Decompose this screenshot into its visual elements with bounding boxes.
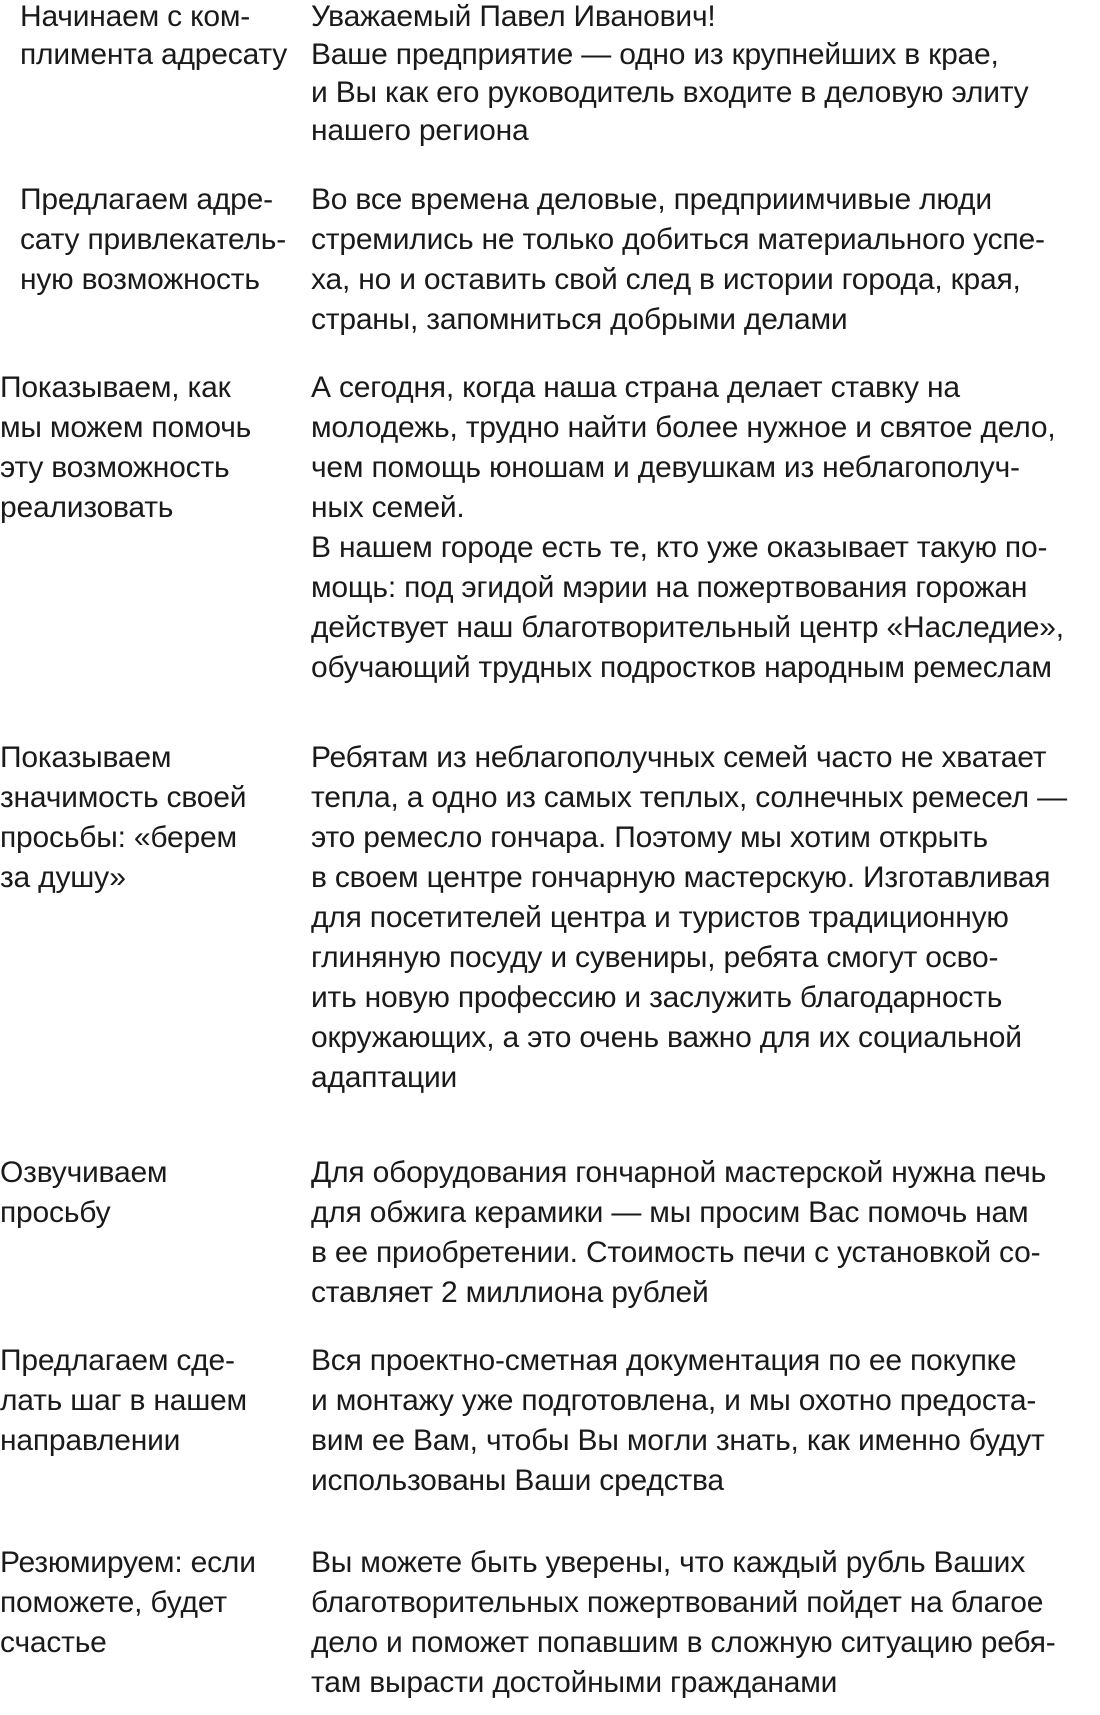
letter-line: в своем центре гончарную мастерскую. Изготавливая xyxy=(311,861,1051,894)
letter-line: это ремесло гончара. Поэтому мы хотим открыть xyxy=(311,821,988,854)
letter-line: вим ее Вам, чтобы Вы могли знать, как именно будут xyxy=(311,1424,1045,1457)
step-line: направлении xyxy=(0,1424,181,1457)
step-line: мы можем помочь xyxy=(0,411,252,444)
letter-line: в ее приобретении. Стоимость печи с установкой со- xyxy=(311,1236,1041,1269)
letter-line: использованы Ваши средства xyxy=(311,1464,724,1497)
step-line: Показываем xyxy=(0,741,172,774)
letter-line: Для оборудования гончарной мастерской нужна печь xyxy=(311,1156,1047,1189)
letter-line: нашего региона xyxy=(311,114,529,147)
step-line: лать шаг в нашем xyxy=(0,1384,247,1417)
letter-line: дело и поможет попавшим в сложную ситуацию ребя- xyxy=(311,1626,1056,1659)
step-line: значимость своей xyxy=(0,781,247,814)
step-line: сату привлекатель- xyxy=(20,223,286,256)
letter-line: мощь: под эгидой мэрии на пожертвования горожан xyxy=(311,571,1028,604)
step-line: Начинаем с ком- xyxy=(20,0,251,33)
letter-line: и монтажу уже подготовлена, и мы охотно предоста- xyxy=(311,1384,1037,1417)
step-line: просьбы: «берем xyxy=(0,821,237,854)
step-line: Предлагаем сде- xyxy=(0,1344,235,1377)
letter-line: страны, запомниться добрыми делами xyxy=(311,303,848,336)
letter-line: Вы можете быть уверены, что каждый рубль Ваших xyxy=(311,1546,1026,1579)
letter-line: для обжига керамики — мы просим Вас помочь нам xyxy=(311,1196,1029,1229)
step-line: плимента адресату xyxy=(20,38,288,71)
letter-line: глиняную посуду и сувениры, ребята смогут осво- xyxy=(311,941,999,974)
letter-line: Ребятам из неблагополучных семей часто не хватает xyxy=(311,741,1047,774)
step-line: счастье xyxy=(0,1626,107,1659)
step-line: за душу» xyxy=(0,861,126,894)
step-line: Озвучиваем xyxy=(0,1156,168,1189)
letter-line: молодежь, трудно найти более нужное и святое дело, xyxy=(311,411,1056,444)
letter-line: Во все времена деловые, предприимчивые люди xyxy=(311,183,992,216)
letter-line: ить новую профессию и заслужить благодарность xyxy=(311,981,1003,1014)
letter-line: чем помощь юношам и девушкам из неблагополуч- xyxy=(311,451,1020,484)
letter-line: Ваше предприятие — одно из крупнейших в крае, xyxy=(311,38,999,71)
letter-line: В нашем городе есть те, кто уже оказывает такую по- xyxy=(311,531,1048,564)
letter-line: тепла, а одно из самых теплых, солнечных ремесел — xyxy=(311,781,1067,814)
letter-line: ных семей. xyxy=(311,491,465,524)
step-line: Резюмируем: если xyxy=(0,1546,256,1579)
step-line: поможете, будет xyxy=(0,1586,227,1619)
letter-line: благотворительных пожертвований пойдет на благое xyxy=(311,1586,1044,1619)
step-line: ную возможность xyxy=(20,263,260,296)
letter-line: А сегодня, когда наша страна делает ставку на xyxy=(311,371,960,404)
letter-line: окружающих, а это очень важно для их социальной xyxy=(311,1021,1022,1054)
letter-line: там вырасти достойными гражданами xyxy=(311,1666,838,1699)
letter-line: и Вы как его руководитель входите в деловую элиту xyxy=(311,76,1029,109)
letter-line: стремились не только добиться материального успе- xyxy=(311,223,1045,256)
letter-line: для посетителей центра и туристов традиционную xyxy=(311,901,1009,934)
step-line: просьбу xyxy=(0,1196,111,1229)
step-line: Показываем, как xyxy=(0,371,231,404)
step-line: эту возможность xyxy=(0,451,230,484)
letter-line: действует наш благотворительный центр «Наследие», xyxy=(311,611,1064,644)
letter-line: Вся проектно-сметная документация по ее покупке xyxy=(311,1344,1017,1377)
letter-line: Уважаемый Павел Иванович! xyxy=(311,0,716,33)
letter-line: адаптации xyxy=(311,1061,458,1094)
letter-line: обучающий трудных подростков народным ремеслам xyxy=(311,651,1052,684)
letter-line: ха, но и оставить свой след в истории города, края, xyxy=(311,263,1021,296)
letter-line: ставляет 2 миллиона рублей xyxy=(311,1276,709,1309)
step-line: Предлагаем адре- xyxy=(20,183,273,216)
step-line: реализовать xyxy=(0,491,174,524)
